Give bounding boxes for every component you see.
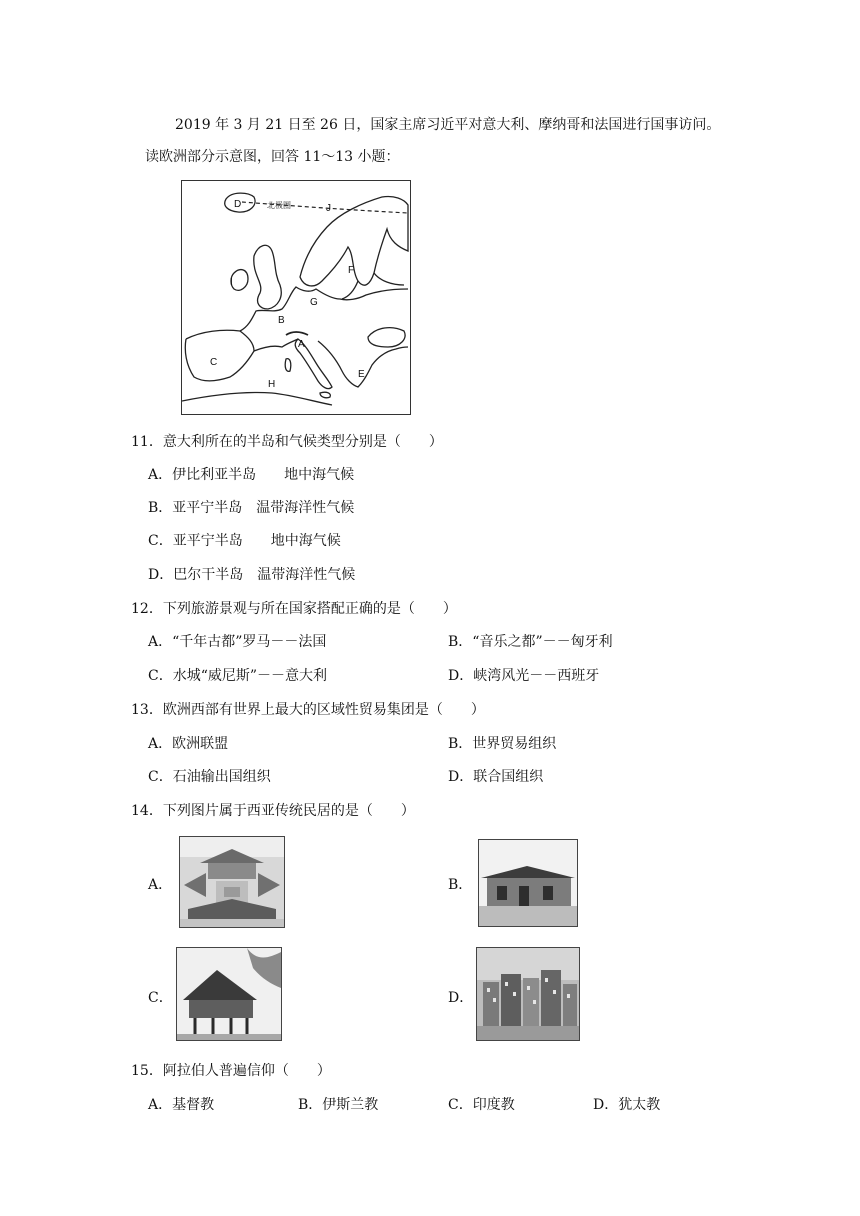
europe-outline-map: [182, 181, 410, 414]
q12-option-b[interactable]: B．“音乐之都”－－匈牙利: [448, 634, 613, 650]
europe-map: [181, 180, 411, 415]
intro-line-2: 读欧洲部分示意图，回答 11～13 小题：: [145, 149, 400, 165]
map-letter-a: A: [298, 339, 305, 350]
q15-option-c[interactable]: C．印度教: [448, 1097, 515, 1113]
q14-photo-c-stilt-house[interactable]: [176, 947, 282, 1041]
q15-option-b[interactable]: B．伊斯兰教: [298, 1097, 379, 1113]
q14-option-c-label[interactable]: C．: [148, 990, 173, 1006]
q13-option-c[interactable]: C．石油输出国组织: [148, 769, 271, 785]
map-letter-c: C: [210, 357, 218, 368]
map-letter-g: G: [310, 297, 318, 308]
q15-option-d[interactable]: D．犹太教: [593, 1097, 661, 1113]
q14-photo-d-tower-houses[interactable]: [476, 947, 580, 1041]
map-letter-b: B: [278, 315, 285, 326]
q13-stem: 13．欧洲西部有世界上最大的区域性贸易集团是（ ）: [131, 702, 485, 718]
q15-stem: 15．阿拉伯人普遍信仰（ ）: [131, 1063, 331, 1079]
map-letter-j: J: [326, 203, 331, 214]
q14-stem: 14．下列图片属于西亚传统民居的是（ ）: [131, 803, 415, 819]
q13-option-d[interactable]: D．联合国组织: [448, 769, 544, 785]
q15-option-a[interactable]: A．基督教: [148, 1097, 215, 1113]
q14-option-b-label[interactable]: B．: [448, 877, 473, 893]
q11-option-a[interactable]: A．伊比利亚半岛 地中海气候: [148, 467, 355, 483]
intro-line-1: 2019 年 3 月 21 日至 26 日，国家主席习近平对意大利、摩纳哥和法国进行国事访问。: [175, 117, 721, 133]
q13-option-b[interactable]: B．世界贸易组织: [448, 736, 557, 752]
q11-option-b[interactable]: B．亚平宁半岛 温带海洋性气候: [148, 500, 355, 516]
q11-option-c[interactable]: C．亚平宁半岛 地中海气候: [148, 533, 341, 549]
q14-option-d-label[interactable]: D．: [448, 990, 474, 1006]
q13-option-a[interactable]: A．欧洲联盟: [148, 736, 229, 752]
map-letter-e: E: [358, 369, 365, 380]
map-letter-i: I: [230, 277, 233, 288]
q12-option-c[interactable]: C．水城“威尼斯”－－意大利: [148, 668, 328, 684]
map-letter-h: H: [268, 379, 276, 390]
q14-photo-a-courtyard-house[interactable]: [179, 836, 285, 928]
q12-stem: 12．下列旅游景观与所在国家搭配正确的是（ ）: [131, 601, 457, 617]
q14-option-a-label[interactable]: A．: [148, 877, 173, 893]
map-letter-d: D: [234, 199, 242, 210]
q11-option-d[interactable]: D．巴尔干半岛 温带海洋性气候: [148, 567, 356, 583]
q14-photo-b-low-house[interactable]: [478, 839, 578, 927]
q12-option-a[interactable]: A．“千年古都”罗马－－法国: [148, 634, 327, 650]
map-letter-f: F: [348, 265, 355, 276]
q12-option-d[interactable]: D．峡湾风光－－西班牙: [448, 668, 600, 684]
q11-stem: 11．意大利所在的半岛和气候类型分别是（ ）: [131, 434, 443, 450]
arctic-circle-label: 北极圈: [267, 201, 291, 210]
